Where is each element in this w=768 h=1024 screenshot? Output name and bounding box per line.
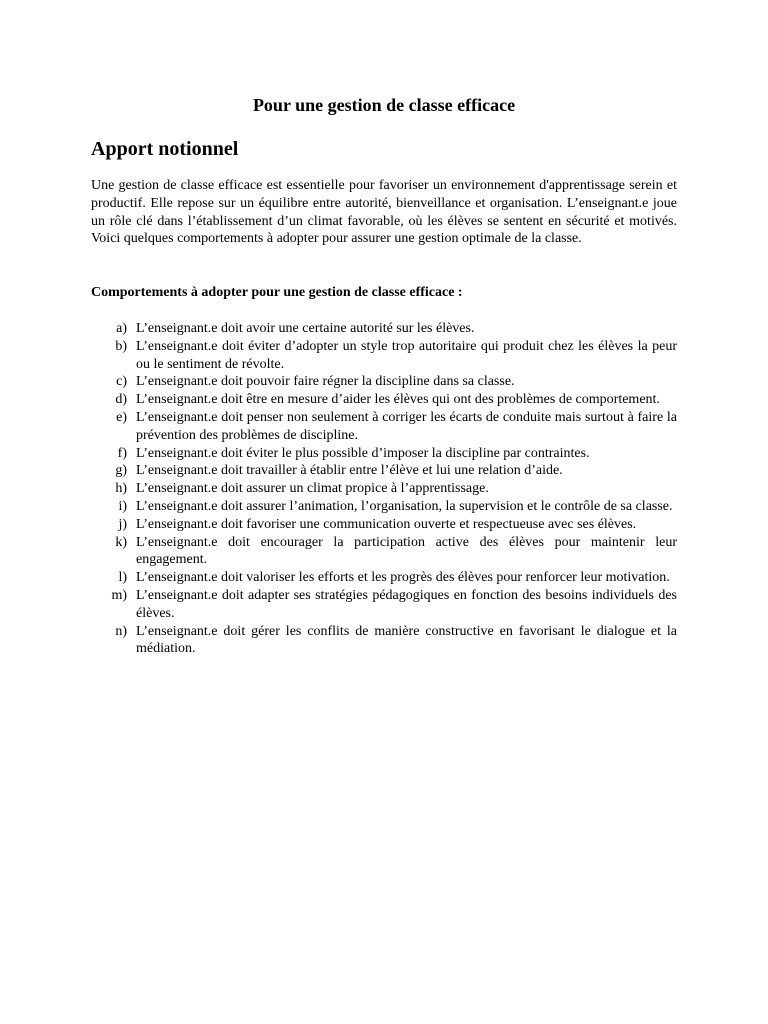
list-marker: c): [116, 374, 127, 390]
list-item-text: L’enseignant.e doit valoriser les efforts et les progrès des élèves pour renforcer leur motivation.: [136, 570, 670, 586]
list-marker: f): [117, 445, 127, 461]
list-marker: b): [115, 338, 127, 354]
list-marker: a): [116, 321, 127, 336]
list-item-text: L’enseignant.e doit éviter d’adopter un style trop autoritaire qui produit chez les élèves la peur ou le sentiment de révolte.: [136, 338, 677, 372]
list-item-text: L’enseignant.e doit éviter le plus possible d’imposer la discipline par contraintes.: [136, 445, 590, 461]
list-item-text: L’enseignant.e doit avoir une certaine autorité sur les élèves.: [136, 321, 475, 336]
list-item-text: L’enseignant.e doit être en mesure d’aider les élèves qui ont des problèmes de comportement.: [136, 392, 660, 408]
list-marker: n): [115, 623, 127, 639]
list-item-text: L’enseignant.e doit adapter ses stratégies pédagogiques en fonction des besoins individuels des élèves.: [136, 587, 677, 621]
list-item: [91, 516, 677, 534]
list-marker: i): [118, 498, 127, 514]
list-item-text: L’enseignant.e doit encourager la participation active des élèves pour maintenir leur engagement.: [136, 534, 677, 568]
list-marker: m): [111, 587, 127, 603]
list-item: [91, 623, 677, 659]
list-item: [91, 462, 677, 480]
list-marker: h): [115, 481, 127, 497]
list-marker: d): [115, 392, 127, 408]
list-item: [91, 498, 677, 516]
list-item-text: L’enseignant.e doit penser non seulement à corriger les écarts de conduite mais surtout à faire la prévention des problèmes de discipline.: [136, 409, 677, 443]
intro-paragraph: Une gestion de classe efficace est essentielle pour favoriser un environnement d'apprentissage serein et productif. Elle repose sur un équilibre entre autorité, bienveillance et organisation. L’enseignant.e joue un rôle clé dans l’établissement d’un climat favorable, où les élèves se sentent en sécurité et motivés. Voici quelques comportements à adopter pour assurer une gestion optimale de la classe.: [91, 178, 677, 247]
list-item: [91, 320, 677, 338]
document-title: Pour une gestion de classe efficace: [252, 95, 516, 115]
list-item-text: L’enseignant.e doit assurer l’animation, l’organisation, la supervision et le contrôle de sa classe.: [136, 498, 673, 514]
behaviours-subheading: Comportements à adopter pour une gestion de classe efficace :: [91, 285, 463, 300]
list-item: [91, 445, 677, 463]
list-item-text: L’enseignant.e doit gérer les conflits de manière constructive en favorisant le dialogue et la médiation.: [136, 623, 677, 657]
list-item: [91, 409, 677, 445]
list-item: [91, 569, 677, 587]
list-item: [91, 587, 677, 623]
list-item: [91, 480, 677, 498]
list-item-text: L’enseignant.e doit favoriser une communication ouverte et respectueuse avec ses élèves.: [136, 516, 637, 532]
list-item-text: L’enseignant.e doit travailler à établir entre l’élève et lui une relation d’aide.: [136, 463, 563, 479]
list-item: [91, 338, 677, 374]
list-marker: g): [115, 463, 127, 479]
list-item: [91, 391, 677, 409]
list-item: [91, 373, 677, 391]
list-item: [91, 534, 677, 570]
section-heading: Apport notionnel: [91, 138, 239, 160]
behaviours-list: [91, 320, 677, 658]
list-marker: l): [118, 570, 127, 586]
list-marker: j): [118, 516, 127, 532]
list-item-text: L’enseignant.e doit pouvoir faire régner la discipline dans sa classe.: [136, 374, 515, 390]
list-item-text: L’enseignant.e doit assurer un climat propice à l’apprentissage.: [136, 481, 489, 497]
list-marker: k): [115, 534, 127, 550]
list-marker: e): [116, 409, 127, 425]
